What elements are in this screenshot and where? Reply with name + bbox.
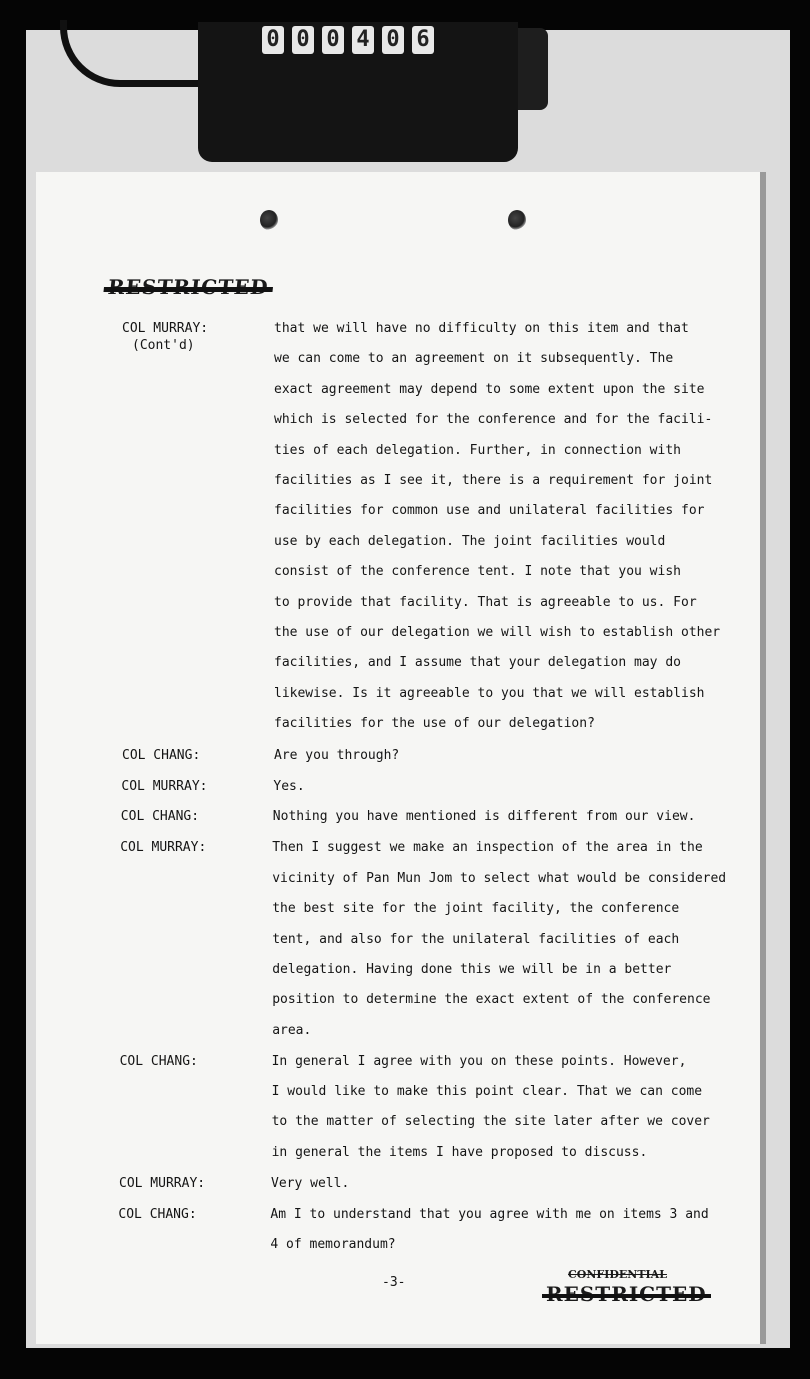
speaker-label: COL CHANG: [122,747,201,763]
punch-hole-icon [260,210,278,230]
dialogue-line: I would like to make this point clear. That we can come [271,1084,703,1099]
dialogue-line: to the matter of selecting the site later after we cover [271,1114,710,1130]
dialogue-line: facilities for the use of our delegation? [274,716,595,732]
counter-digit: 0 [262,26,284,54]
dialogue-line: likewise. Is it agreeable to you that we will establish [274,685,705,701]
dialogue-line: area. [272,1022,312,1038]
dialogue-line: facilities, and I assume that your delegation may do [274,655,681,671]
dialogue-line: Very well. [271,1175,350,1191]
dialogue-line: ties of each delegation. Further, in connection with [274,442,681,458]
speaker-label: COL MURRAY: [119,1175,206,1191]
dialogue-line: to provide that facility. That is agreeable to us. For [274,594,697,610]
counter-digit: 0 [292,26,314,54]
speaker-label: COL MURRAY: [121,778,208,794]
dialogue-line: facilities as I see it, there is a requirement for joint [274,473,713,488]
stamp-strikethrough [103,287,272,292]
speaker-label: COL CHANG: [118,1206,197,1222]
dialogue-line: in general the items I have proposed to discuss. [271,1144,648,1160]
frame-counter-side [518,28,548,110]
speaker-label: COL MURRAY: [122,321,209,336]
speaker-continuation: (Cont'd) [132,338,195,353]
dialogue-line: exact agreement may depend to some extent upon the site [274,381,705,397]
dialogue-line: the best site for the joint facility, the conference [272,901,680,917]
dialogue-line: that we will have no difficulty on this item and that [274,321,689,336]
classification-stamp-top [107,275,270,299]
dialogue-line: the use of our delegation we will wish to establish other [274,625,721,640]
classification-stamp-overprint: CONFIDENTIAL [568,1268,667,1281]
dialogue-line: Nothing you have mentioned is different from our view. [272,809,696,825]
counter-digit: 6 [412,26,434,54]
dialogue-line: facilities for common use and unilateral facilities for [274,503,705,519]
punch-hole-icon [508,210,526,230]
dialogue-line: delegation. Having done this we will be in a better [272,961,672,977]
speaker-label: COL CHANG: [119,1053,198,1069]
speaker-label: COL CHANG: [120,809,200,825]
stamp-strikethrough [542,1294,711,1298]
dialogue-line: Are you through? [274,747,400,763]
dialogue-line: In general I agree with you on these points. However, [271,1053,687,1069]
page-number: -3- [382,1275,406,1290]
classification-stamp-bottom [546,1268,707,1306]
dialogue-line: Yes. [273,778,305,794]
dialogue-line: 4 of memorandum? [270,1237,396,1252]
dialogue-line: consist of the conference tent. I note that you wish [274,564,681,580]
frame-counter-digits [262,26,434,54]
counter-digit: 0 [322,26,344,54]
dialogue-line: position to determine the exact extent of the conference [272,992,711,1008]
dialogue-line: Am I to understand that you agree with me on items 3 and [270,1206,709,1222]
dialogue-line: which is selected for the conference and for the facili- [274,412,713,428]
counter-digit: 4 [352,26,374,54]
dialogue-line: use by each delegation. The joint facilities would [274,533,666,549]
counter-digit: 0 [382,26,404,54]
dialogue-line: tent, and also for the unilateral facilities of each [272,931,680,947]
dialogue-line: we can come to an agreement on it subsequently. The [274,351,674,367]
speaker-label: COL MURRAY: [120,840,207,856]
dialogue-line: Then I suggest we make an inspection of the area in the [272,840,703,856]
dialogue-line: vicinity of Pan Mun Jom to select what would be considered [272,870,727,886]
